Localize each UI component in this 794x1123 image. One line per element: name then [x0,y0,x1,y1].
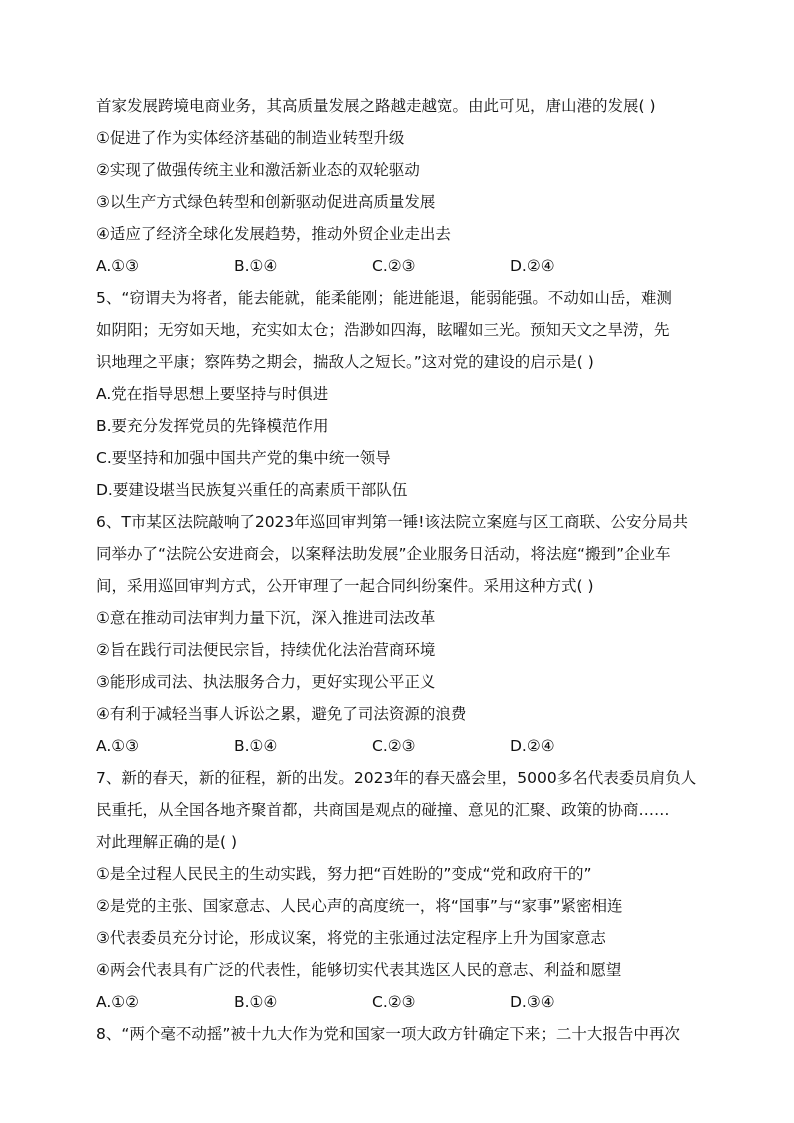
option-b: B.①④ [234,993,278,1011]
option-a: A.①③ [96,257,140,275]
q6-stem-1: 6、T市某区法院敲响了2023年巡回审判第一锤!该法院立案庭与区工商联、公安分局共 [96,513,688,531]
option-c: C.②③ [372,257,416,275]
q4-stem-end: 首家发展跨境电商业务，其高质量发展之路越走越宽。由此可见，唐山港的发展( ) [96,97,656,115]
q7-options [96,992,696,1012]
q7-stem-2: 民重托，从全国各地齐聚首都，共商国是观点的碰撞、意见的汇聚、政策的协商…… [96,801,670,819]
q5-choice-c: C.要坚持和加强中国共产党的集中统一领导 [96,449,391,467]
q5-choice-d: D.要建设堪当民族复兴重任的高素质干部队伍 [96,481,408,499]
option-b: B.①④ [234,257,278,275]
q6-statement-2: ②旨在践行司法便民宗旨，持续优化法治营商环境 [96,641,436,659]
option-d: D.②④ [510,737,555,755]
q6-statement-4: ④有利于减轻当事人诉讼之累，避免了司法资源的浪费 [96,705,467,723]
q5-stem-3: 识地理之平康；察阵势之期会，揣敌人之短长。”这对党的建设的启示是( ) [96,353,594,371]
q8-stem-1: 8、“两个毫不动摇”被十九大作为党和国家一项大政方针确定下来；二十大报告中再次 [96,1025,680,1043]
q7-statement-1: ①是全过程人民民主的生动实践，努力把“百姓盼的”变成“党和政府干的” [96,865,592,883]
q4-options [96,256,696,276]
q7-stem-3: 对此理解正确的是( ) [96,833,238,851]
q6-stem-3: 间，采用巡回审判方式，公开审理了一起合同纠纷案件。采用这种方式( ) [96,577,594,595]
q7-stem-1: 7、新的春天，新的征程，新的出发。2023年的春天盛会里，5000多名代表委员肩负人 [96,769,697,787]
q5-choice-b: B.要充分发挥党员的先锋模范作用 [96,417,329,435]
q5-choice-a: A.党在指导思想上要坚持与时俱进 [96,385,329,403]
option-d: D.③④ [510,993,555,1011]
option-c: C.②③ [372,993,416,1011]
q7-statement-3: ③代表委员充分讨论，形成议案，将党的主张通过法定程序上升为国家意志 [96,929,606,947]
q7-statement-4: ④两会代表具有广泛的代表性，能够切实代表其选区人民的意志、利益和愿望 [96,961,622,979]
q5-stem-1: 5、“窃谓夫为将者，能去能就，能柔能刚；能进能退，能弱能强。不动如山岳，难测 [96,289,672,307]
option-a: A.①③ [96,737,140,755]
option-c: C.②③ [372,737,416,755]
q5-stem-2: 如阴阳；无穷如天地，充实如太仓；浩渺如四海，眩曜如三光。预知天文之旱涝，先 [96,321,670,339]
q7-statement-2: ②是党的主张、国家意志、人民心声的高度统一，将“国事”与“家事”紧密相连 [96,897,623,915]
q6-statement-1: ①意在推动司法审判力量下沉，深入推进司法改革 [96,609,436,627]
q6-options [96,736,696,756]
q4-statement-1: ①促进了作为实体经济基础的制造业转型升级 [96,129,405,147]
q4-statement-2: ②实现了做强传统主业和激活新业态的双轮驱动 [96,161,420,179]
q4-statement-4: ④适应了经济全球化发展趋势，推动外贸企业走出去 [96,225,451,243]
q4-statement-3: ③以生产方式绿色转型和创新驱动促进高质量发展 [96,193,436,211]
q6-stem-2: 同举办了“法院公安进商会，以案释法助发展”企业服务日活动，将法庭“搬到”企业车 [96,545,671,563]
option-b: B.①④ [234,737,278,755]
option-a: A.①② [96,993,140,1011]
q6-statement-3: ③能形成司法、执法服务合力，更好实现公平正义 [96,673,436,691]
option-d: D.②④ [510,257,555,275]
